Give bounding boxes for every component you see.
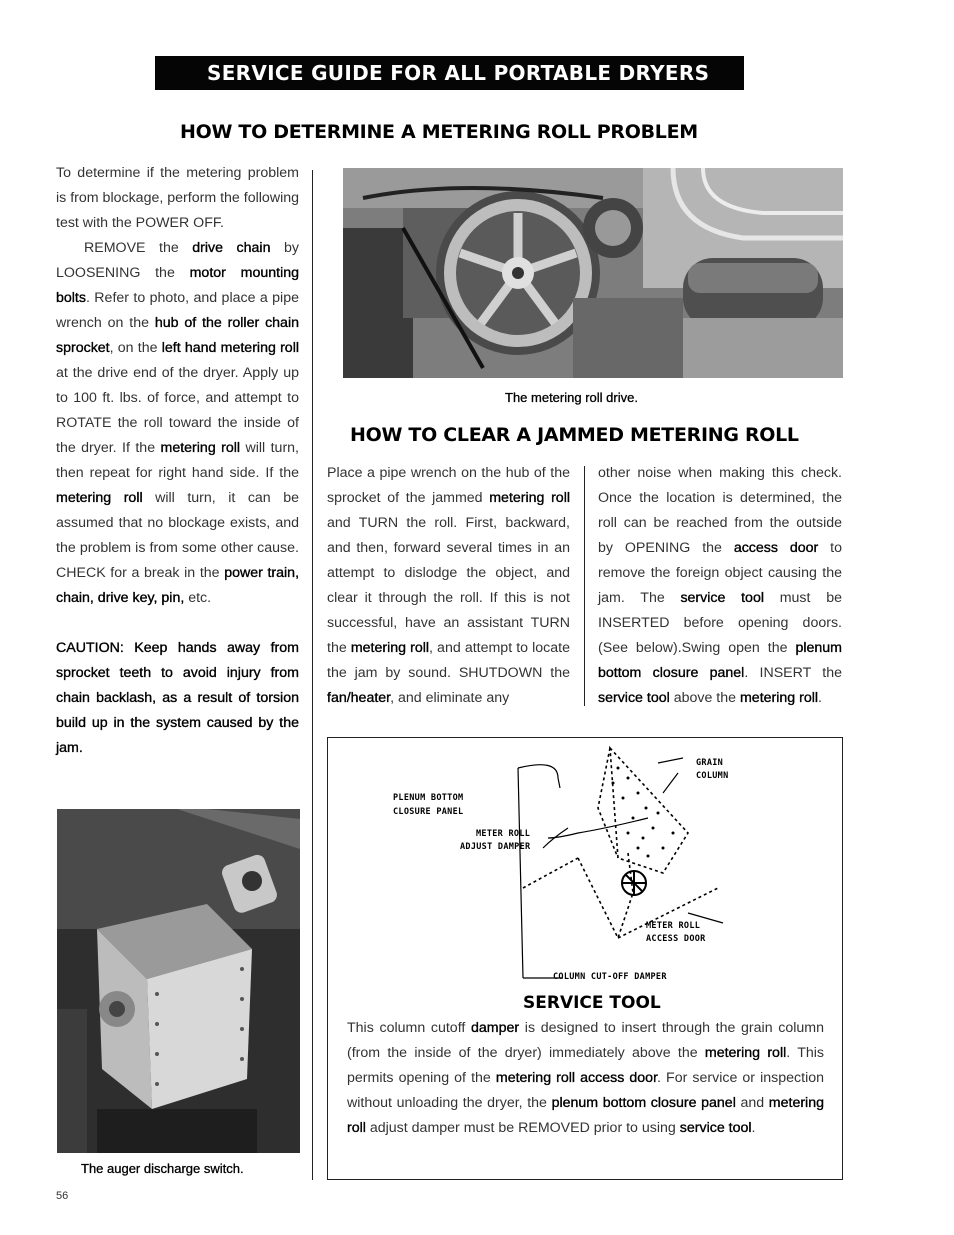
- label-meter-adjust-1: METER ROLL: [476, 829, 531, 839]
- auger-discharge-switch-image: [57, 809, 300, 1153]
- auger-discharge-switch-caption: The auger discharge switch.: [81, 1161, 244, 1176]
- auger-discharge-switch-photo: [57, 809, 300, 1153]
- section-banner: [155, 56, 744, 90]
- label-plenum-1: PLENUM BOTTOM: [393, 793, 464, 803]
- label-plenum-2: CLOSURE PANEL: [393, 807, 464, 817]
- label-access-door-1: METER ROLL: [646, 921, 701, 931]
- metering-roll-drive-caption: The metering roll drive.: [505, 390, 638, 405]
- service-tool-diagram: [328, 738, 842, 988]
- right-column-text: other noise when making this check. Once the location is determined, the roll can be reached from the outside by OPENING the access door to remove the foreign object causing the jam. The service tool must be INSERTED before opening doors. (See below).Swing open the plenum bottom closure panel. INSERT the service tool above the metering roll.: [598, 465, 842, 706]
- service-tool-title: SERVICE TOOL: [523, 993, 661, 1013]
- label-meter-adjust-2: ADJUST DAMPER: [460, 842, 531, 852]
- page-number: 56: [56, 1190, 69, 1202]
- label-grain-column-2: COLUMN: [696, 771, 729, 781]
- left-column-text: [56, 161, 299, 761]
- caution-paragraph: CAUTION: Keep hands away from sprocket teeth to avoid injury from chain backlash, as a result of torsion build up in the system caused by the jam.: [56, 640, 299, 756]
- column-divider-left: [312, 170, 313, 1180]
- service-tool-box: [327, 737, 843, 1180]
- section-heading-determine: HOW TO DETERMINE A METERING ROLL PROBLEM: [180, 121, 698, 143]
- middle-column-text: Place a pipe wrench on the hub of the sprocket of the jammed metering roll and TURN the roll. First, backward, and then, forward several times in an attempt to dislodge the object, and clear it through the roll. If this is not successful, have an assistant TURN the metering roll, and attempt to locate the jam by sound. SHUTDOWN the fan/heater, and eliminate any: [327, 465, 571, 706]
- label-grain-column-1: GRAIN: [696, 758, 724, 768]
- label-cutoff-damper: COLUMN CUT-OFF DAMPER: [553, 972, 667, 982]
- service-tool-text: This column cutoff damper is designed to insert through the grain column (from the inside of the dryer) immediately above the metering roll. This permits opening of the metering roll access door. For service or inspection without unloading the dryer, the plenum bottom closure panel and metering roll adjust damper must be REMOVED prior to using service tool.: [347, 1020, 824, 1136]
- banner-title: SERVICE GUIDE FOR ALL PORTABLE DRYERS: [207, 61, 710, 85]
- column-divider-right: [584, 466, 585, 706]
- metering-roll-drive-photo: [343, 168, 843, 378]
- intro-paragraph: To determine if the metering problem is from blockage, perform the following test with the POWER OFF.: [56, 165, 299, 231]
- label-access-door-2: ACCESS DOOR: [646, 934, 706, 944]
- section-heading-clear-jam: HOW TO CLEAR A JAMMED METERING ROLL: [350, 424, 799, 446]
- metering-roll-drive-image: [343, 168, 843, 378]
- procedure-paragraph: REMOVE the drive chain by LOOSENING the motor mounting bolts. Refer to photo, and place a pipe wrench on the hub of the roller chain sprocket, on the left hand metering roll at the drive end of the dryer. Apply up to 100 ft. lbs. of force, and attempt to ROTATE the roll toward the inside of the dryer. If the metering roll will turn, then repeat for right hand side. If the metering roll will turn, it can be assumed that no blockage exists, and the problem is from some other cause. CHECK for a break in the power train, chain, drive key, pin, etc.: [56, 240, 300, 606]
